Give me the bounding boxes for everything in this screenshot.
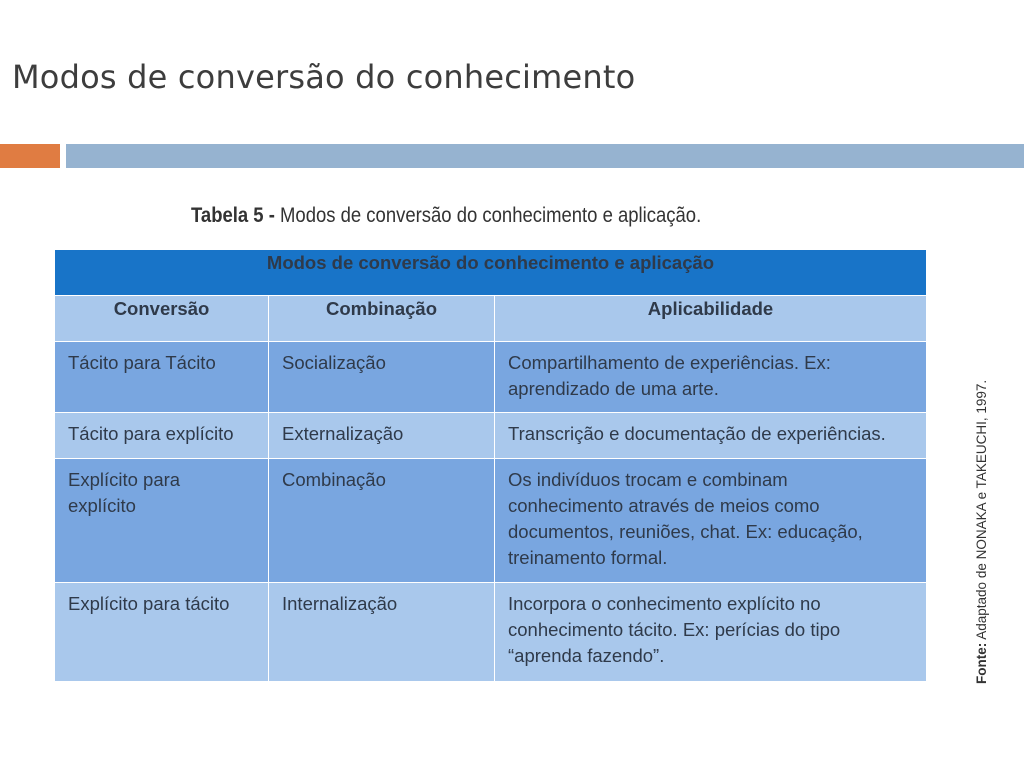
accent-bar-blue <box>66 144 1024 168</box>
cell-line: documentos, reuniões, chat. Ex: educação, <box>508 521 863 542</box>
caption-text: Modos de conversão do conhecimento e aplicação. <box>280 204 702 227</box>
cell-line: Incorpora o conhecimento explícito no <box>508 593 821 614</box>
source-text: Adaptado de NONAKA e TAKEUCHI, 1997. <box>974 379 989 640</box>
cell-combinacao: Internalização <box>269 583 495 682</box>
caption-label: Tabela 5 - <box>191 204 275 227</box>
slide-title: Modos de conversão do conhecimento <box>12 58 636 96</box>
cell-line: explícito <box>68 495 136 516</box>
cell-line: Explícito para <box>68 469 181 490</box>
cell-conversao: Explícito para tácito <box>55 583 269 682</box>
source-note <box>974 380 989 684</box>
cell-combinacao: Externalização <box>269 413 495 459</box>
table-row <box>55 342 927 413</box>
header-conversao: Conversão <box>55 296 269 342</box>
cell-combinacao: Socialização <box>269 342 495 413</box>
header-aplicabilidade: Aplicabilidade <box>495 296 927 342</box>
cell-aplicabilidade <box>495 342 927 413</box>
cell-conversao <box>55 459 269 583</box>
table-row <box>55 459 927 583</box>
cell-line: aprendizado de uma arte. <box>508 378 719 399</box>
cell-conversao: Tácito para explícito <box>55 413 269 459</box>
accent-bar-orange <box>0 144 60 168</box>
cell-line: Compartilhamento de experiências. Ex: <box>508 352 831 373</box>
cell-line: “aprenda fazendo”. <box>508 645 665 666</box>
cell-conversao: Tácito para Tácito <box>55 342 269 413</box>
header-combinacao: Combinação <box>269 296 495 342</box>
table-title: Modos de conversão do conhecimento e aplicação <box>55 250 927 296</box>
cell-aplicabilidade <box>495 459 927 583</box>
conversion-table <box>54 249 927 682</box>
cell-line: treinamento formal. <box>508 547 668 568</box>
cell-aplicabilidade <box>495 583 927 682</box>
table-row <box>55 583 927 682</box>
table-caption <box>191 204 701 228</box>
cell-line: conhecimento tácito. Ex: perícias do tipo <box>508 619 841 640</box>
table-row <box>55 413 927 459</box>
cell-line: conhecimento através de meios como <box>508 495 820 516</box>
source-label: Fonte: <box>974 642 989 684</box>
cell-line: Os indivíduos trocam e combinam <box>508 469 788 490</box>
cell-line: Transcrição e documentação de experiências. <box>508 423 886 444</box>
cell-aplicabilidade <box>495 413 927 459</box>
cell-combinacao: Combinação <box>269 459 495 583</box>
